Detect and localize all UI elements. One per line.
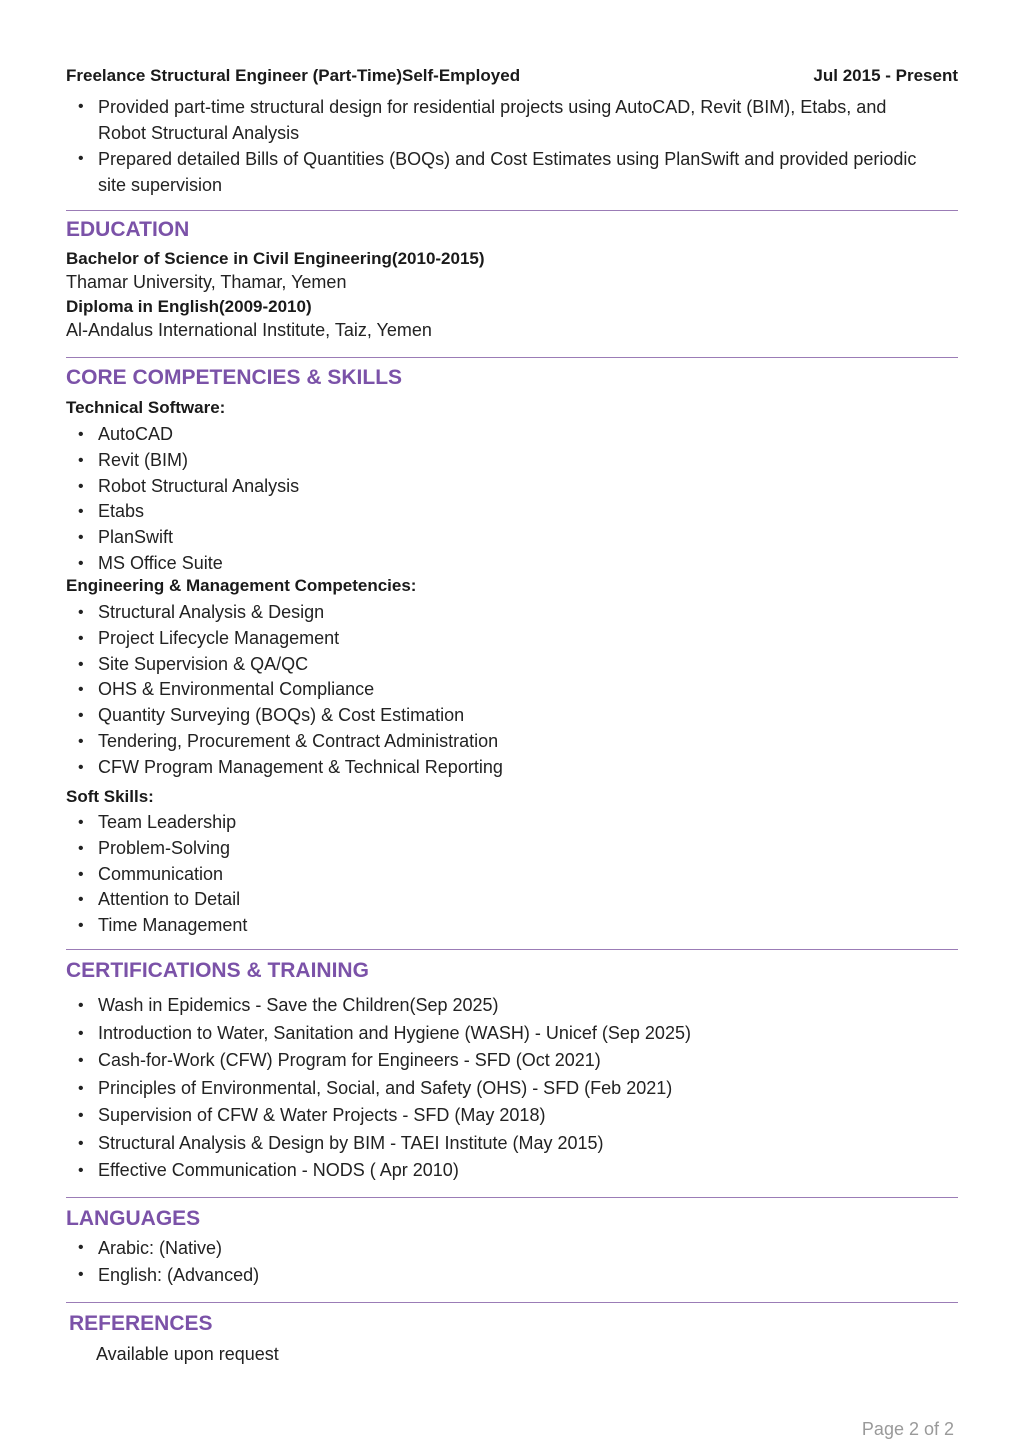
school-1: Thamar University, Thamar, Yemen <box>66 272 347 292</box>
list-item: • MS Office Suite <box>66 551 299 577</box>
list-item: • Arabic: (Native) <box>66 1235 259 1262</box>
page-number: Page 2 of 2 <box>861 1419 954 1439</box>
section-divider <box>66 949 958 950</box>
list-item: • Introduction to Water, Sanitation and Hygiene (WASH) - Unicef (Sep 2025) <box>66 1020 691 1048</box>
list-item: • Tendering, Procurement & Contract Administration <box>66 729 503 755</box>
list-item: • Structural Analysis & Design <box>66 600 503 626</box>
soft-skills-label: Soft Skills: <box>66 787 154 806</box>
list-item: • OHS & Environmental Compliance <box>66 677 503 703</box>
section-divider <box>66 1197 958 1198</box>
skills-heading: CORE COMPETENCIES & SKILLS <box>66 366 403 389</box>
degree-2: Diploma in English(2009-2010) <box>66 297 312 316</box>
list-item: • Robot Structural Analysis <box>66 474 299 500</box>
list-item: • Problem-Solving <box>66 836 247 862</box>
technical-software-label: Technical Software: <box>66 398 226 417</box>
list-item: • Structural Analysis & Design by BIM - TAEI Institute (May 2015) <box>66 1130 691 1158</box>
list-item: • Attention to Detail <box>66 887 247 913</box>
degree-1: Bachelor of Science in Civil Engineering(2010-2015) <box>66 249 485 268</box>
technical-software-list <box>66 422 299 577</box>
section-divider <box>66 357 958 358</box>
list-item: • Cash-for-Work (CFW) Program for Engineers - SFD (Oct 2021) <box>66 1047 691 1075</box>
list-item: • Provided part-time structural design for residential projects using AutoCAD, Revit (BIM), Etabs, and Robot Structural Analysis <box>66 94 926 146</box>
list-item: • PlanSwift <box>66 525 299 551</box>
references-heading: REFERENCES <box>69 1312 213 1335</box>
languages-list <box>66 1235 259 1288</box>
job-bullets <box>66 94 926 198</box>
list-item: • Prepared detailed Bills of Quantities (BOQs) and Cost Estimates using PlanSwift and provided periodic site supervision <box>66 146 926 198</box>
section-divider <box>66 210 958 211</box>
job-dates: Jul 2015 - Present <box>813 66 958 85</box>
list-item: • Site Supervision & QA/QC <box>66 652 503 678</box>
soft-skills-list <box>66 810 247 939</box>
list-item: • AutoCAD <box>66 422 299 448</box>
job-title: Freelance Structural Engineer (Part-Time)Self-Employed <box>66 66 521 85</box>
languages-heading: LANGUAGES <box>66 1207 201 1230</box>
list-item: • Revit (BIM) <box>66 448 299 474</box>
list-item: • Time Management <box>66 913 247 939</box>
school-2: Al-Andalus International Institute, Taiz, Yemen <box>66 320 432 340</box>
job-header <box>66 66 958 88</box>
list-item: • English: (Advanced) <box>66 1262 259 1289</box>
list-item: • Effective Communication - NODS ( Apr 2010) <box>66 1157 691 1185</box>
section-divider <box>66 1302 958 1303</box>
list-item: • Supervision of CFW & Water Projects - SFD (May 2018) <box>66 1102 691 1130</box>
engineering-competencies-label: Engineering & Management Competencies: <box>66 576 417 595</box>
education-heading: EDUCATION <box>66 218 190 241</box>
list-item: • Wash in Epidemics - Save the Children(Sep 2025) <box>66 992 691 1020</box>
list-item: • Principles of Environmental, Social, and Safety (OHS) - SFD (Feb 2021) <box>66 1075 691 1103</box>
references-text: Available upon request <box>96 1344 279 1364</box>
engineering-competencies-list <box>66 600 503 781</box>
certifications-list <box>66 992 691 1185</box>
list-item: • Quantity Surveying (BOQs) & Cost Estimation <box>66 703 503 729</box>
list-item: • Project Lifecycle Management <box>66 626 503 652</box>
list-item: • CFW Program Management & Technical Reporting <box>66 755 503 781</box>
list-item: • Communication <box>66 862 247 888</box>
certifications-heading: CERTIFICATIONS & TRAINING <box>66 959 369 982</box>
list-item: • Etabs <box>66 499 299 525</box>
list-item: • Team Leadership <box>66 810 247 836</box>
